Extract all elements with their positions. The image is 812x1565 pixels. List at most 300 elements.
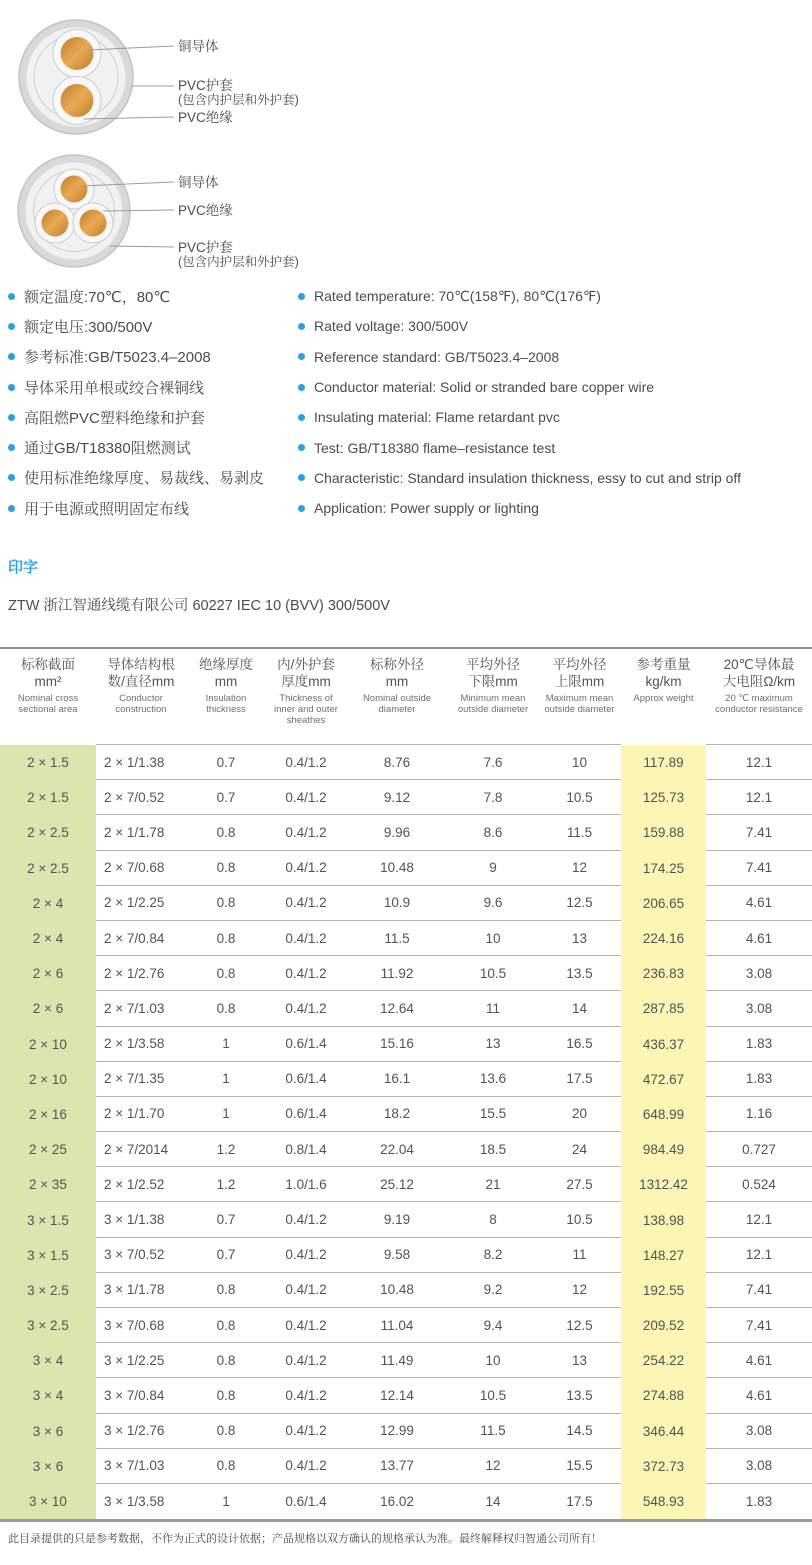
table-cell: 372.73 (621, 1449, 706, 1484)
table-row (0, 1308, 812, 1343)
table-row (0, 815, 812, 850)
table-cell: 2 × 7/2014 (96, 1132, 186, 1167)
table-cell: 10 (448, 921, 538, 956)
table-cell: 224.16 (621, 921, 706, 956)
table-cell: 1 (222, 1494, 230, 1510)
spec-text: Reference standard: GB/T5023.4–2008 (314, 348, 560, 365)
table-cell: 0.4/1.2 (266, 780, 346, 815)
spec-item (298, 311, 810, 341)
table-cell: 11.5 (346, 921, 448, 956)
table-cell: 1.83 (706, 1027, 812, 1062)
table-cell: 10 (448, 1343, 538, 1378)
table-cell: 0.4/1.2 (266, 815, 346, 850)
spec-item (8, 372, 296, 402)
table-cell: 8.76 (346, 745, 448, 780)
table-cell: 20 (538, 1097, 621, 1132)
header-line: kg/km (645, 673, 682, 689)
table-cell: 254.22 (621, 1343, 706, 1378)
table-cell: 2 × 1/3.58 (96, 1027, 186, 1062)
table-cell: 648.99 (621, 1097, 706, 1132)
bullet-icon (8, 444, 15, 451)
table-cell: 472.67 (621, 1062, 706, 1097)
spec-text: 参考标准:GB/T5023.4–2008 (24, 349, 211, 367)
table-cell: 2 × 1/1.38 (96, 745, 186, 780)
header-english: Thickness of inner and outer sheathes (274, 693, 338, 726)
table-cell: 3 × 1/2.76 (96, 1414, 186, 1449)
table-cell: 10.48 (346, 1273, 448, 1308)
spec-item (8, 342, 296, 372)
table-cell: 209.52 (621, 1308, 706, 1343)
table-cell: 0.8 (186, 991, 266, 1026)
spec-text: 额定温度:70℃，80℃ (24, 288, 171, 306)
header-english: Maximum mean outside diameter (544, 693, 615, 715)
table-row (0, 1238, 812, 1273)
table-cell: 0.4/1.2 (266, 991, 346, 1026)
table-cell: 15.5 (448, 1097, 538, 1132)
table-cell: 3 × 10 (0, 1484, 96, 1519)
table-cell: 3 × 7/0.84 (96, 1378, 186, 1413)
table-cell: 8.6 (448, 815, 538, 850)
table-cell: 3 × 4 (0, 1343, 96, 1378)
table-cell: 2 × 1/1.70 (96, 1097, 186, 1132)
table-cell: 11 (448, 991, 538, 1026)
table-cell: 2 × 7/1.35 (96, 1062, 186, 1097)
table-cell: 236.83 (621, 956, 706, 991)
spec-item (298, 463, 810, 493)
table-cell: 17.5 (538, 1062, 621, 1097)
header-cell (621, 649, 706, 745)
header-line: 大电阻Ω/km (722, 673, 796, 689)
bullet-icon (298, 353, 305, 360)
table-cell: 16.02 (380, 1494, 414, 1510)
spec-text: 导体采用单根或绞合裸铜线 (24, 379, 205, 397)
table-cell: 1.2 (186, 1167, 266, 1202)
table-cell: 0.4/1.2 (266, 1414, 346, 1449)
table-cell: 0.4/1.2 (266, 1449, 346, 1484)
header-english: 20 ℃ maximum conductor resistance (715, 693, 803, 715)
table-cell: 3.08 (706, 991, 812, 1026)
table-cell: 12.5 (538, 886, 621, 921)
table-cell: 11.5 (448, 1414, 538, 1449)
table-cell: 12.1 (706, 745, 812, 780)
table-cell: 25.12 (346, 1167, 448, 1202)
table-row (0, 1343, 812, 1378)
table-cell: 10.5 (448, 1378, 538, 1413)
table-cell: 0.6/1.4 (285, 1494, 327, 1510)
table-cell: 984.49 (621, 1132, 706, 1167)
table-cell: 0.8 (186, 1273, 266, 1308)
table-cell: 125.73 (621, 780, 706, 815)
printing-text: ZTW 浙江智通线缆有限公司 60227 IEC 10 (BVV) 300/500V (8, 598, 390, 614)
header-line: 数/直径mm (107, 673, 175, 689)
table-cell: 15.16 (346, 1027, 448, 1062)
table-header-row (0, 649, 812, 745)
table-cell: 0.8 (186, 1308, 266, 1343)
table-row (0, 886, 812, 921)
table-cell: 3.08 (706, 1449, 812, 1484)
table-row (0, 1378, 812, 1413)
table-cell: 13 (448, 1027, 538, 1062)
table-cell: 3 × 1/1.38 (96, 1202, 186, 1237)
table-cell: 0.8 (186, 1343, 266, 1378)
table-cell: 3 × 1/3.58 (104, 1494, 165, 1510)
table-cell: 12.1 (706, 780, 812, 815)
bullet-icon (8, 474, 15, 481)
header-cell (448, 649, 538, 745)
table-row (0, 1202, 812, 1237)
table-cell: 3 × 1/2.25 (96, 1343, 186, 1378)
spec-item (298, 342, 810, 372)
table-cell: 0.8 (186, 1378, 266, 1413)
header-english: Nominal outside diameter (362, 693, 432, 715)
header-english: Approx weight (633, 693, 694, 704)
spec-item (8, 432, 296, 462)
spec-item (8, 493, 296, 523)
spec-item (8, 311, 296, 341)
table-cell: 2 × 7/0.84 (96, 921, 186, 956)
table-cell: 7.41 (706, 1273, 812, 1308)
label-pvc-sheath-sub-2: (包含内护层和外护套) (178, 255, 299, 269)
table-cell: 3 × 1.5 (0, 1202, 96, 1237)
table-cell: 1 (186, 1027, 266, 1062)
table-cell: 16.1 (346, 1062, 448, 1097)
table-cell: 9.2 (448, 1273, 538, 1308)
table-cell: 3 × 4 (0, 1378, 96, 1413)
table-cell: 3 × 1.5 (0, 1238, 96, 1273)
table-cell: 4.61 (706, 921, 812, 956)
table-cell: 2 × 10 (0, 1027, 96, 1062)
label-pvc-sheath-2: PVC护套 (178, 240, 233, 255)
table-cell: 3 × 1/1.78 (96, 1273, 186, 1308)
spec-item (8, 463, 296, 493)
table-cell: 14 (538, 991, 621, 1026)
table-cell: 0.7 (186, 780, 266, 815)
table-cell: 11.92 (346, 956, 448, 991)
table-cell: 0.6/1.4 (266, 1062, 346, 1097)
table-cell: 287.85 (621, 991, 706, 1026)
table-cell: 12.1 (706, 1202, 812, 1237)
table-cell: 148.27 (621, 1238, 706, 1273)
table-cell: 12.5 (538, 1308, 621, 1343)
header-line: 上限mm (554, 673, 605, 689)
table-cell: 548.93 (621, 1484, 706, 1519)
table-cell: 7.6 (448, 745, 538, 780)
spec-list-chinese (8, 281, 296, 523)
bullet-icon (8, 323, 15, 330)
table-cell: 2 × 1/2.76 (96, 956, 186, 991)
header-line: 标称截面 (21, 657, 75, 672)
table-cell: 1 (186, 1097, 266, 1132)
table-cell: 11.49 (346, 1343, 448, 1378)
table-cell: 7.41 (706, 851, 812, 886)
table-cell: 192.55 (621, 1273, 706, 1308)
table-cell: 2 × 4 (0, 921, 96, 956)
table-row (0, 1484, 812, 1519)
table-cell: 3 × 2.5 (0, 1273, 96, 1308)
spec-text: Conductor material: Solid or stranded bare copper wire (314, 379, 655, 396)
table-cell: 9.12 (346, 780, 448, 815)
cable-diagrams (0, 0, 420, 280)
spec-item (298, 402, 810, 432)
table-cell: 0.4/1.2 (266, 1238, 346, 1273)
table-cell: 2 × 1.5 (0, 780, 96, 815)
table-cell: 2 × 7/0.68 (96, 851, 186, 886)
table-cell: 2 × 6 (0, 956, 96, 991)
table-cell: 24 (538, 1132, 621, 1167)
table-cell: 0.8 (186, 956, 266, 991)
table-cell: 2 × 4 (0, 886, 96, 921)
table-cell: 2 × 1/2.25 (96, 886, 186, 921)
table-cell: 3 × 2.5 (0, 1308, 96, 1343)
table-cell: 2 × 10 (0, 1062, 96, 1097)
table-cell: 1.83 (706, 1062, 812, 1097)
table-cell: 8.2 (448, 1238, 538, 1273)
spec-text: Application: Power supply or lighting (314, 500, 539, 517)
table-cell: 3 × 7/1.03 (96, 1449, 186, 1484)
table-cell: 15.5 (538, 1449, 621, 1484)
table-cell: 436.37 (621, 1027, 706, 1062)
table-cell: 0.4/1.2 (266, 1378, 346, 1413)
table-cell: 117.89 (621, 745, 706, 780)
table-cell: 22.04 (346, 1132, 448, 1167)
header-cell (538, 649, 621, 745)
table-cell: 9.96 (346, 815, 448, 850)
spec-item (298, 432, 810, 462)
table-row (0, 1414, 812, 1449)
table-row (0, 1449, 812, 1484)
bullet-icon (298, 414, 305, 421)
table-cell: 12.64 (346, 991, 448, 1026)
table-cell: 1312.42 (621, 1167, 706, 1202)
table-cell: 3.08 (706, 1414, 812, 1449)
table-cell: 7.41 (706, 1308, 812, 1343)
bullet-icon (8, 384, 15, 391)
spec-text: 用于电源或照明固定布线 (24, 500, 190, 518)
table-cell: 12.99 (346, 1414, 448, 1449)
table-cell: 9.58 (346, 1238, 448, 1273)
table-cell: 1.0/1.6 (266, 1167, 346, 1202)
header-english: Nominal cross sectional area (17, 693, 79, 715)
table-cell: 11.04 (346, 1308, 448, 1343)
table-cell: 2 × 25 (0, 1132, 96, 1167)
header-cell (266, 649, 346, 745)
table-cell: 13 (538, 921, 621, 956)
table-cell: 16.5 (538, 1027, 621, 1062)
table-cell: 12.14 (346, 1378, 448, 1413)
cable-2core-diagram (19, 20, 174, 134)
table-cell: 0.8 (186, 1414, 266, 1449)
spec-text: Characteristic: Standard insulation thickness, essy to cut and strip off (314, 469, 741, 486)
table-cell: 0.8 (186, 1449, 266, 1484)
table-cell: 0.6/1.4 (266, 1097, 346, 1132)
table-cell: 1.2 (186, 1132, 266, 1167)
table-cell: 10.48 (346, 851, 448, 886)
table-cell: 21 (448, 1167, 538, 1202)
bullet-icon (298, 323, 305, 330)
header-line: mm (214, 673, 238, 689)
bullet-icon (298, 474, 305, 481)
table-cell: 27.5 (538, 1167, 621, 1202)
header-line: 标称外径 (370, 657, 424, 672)
table-cell: 0.4/1.2 (266, 886, 346, 921)
header-cell (706, 649, 812, 745)
label-copper-conductor-1: 铜导体 (178, 39, 219, 54)
header-line: 平均外径 (552, 657, 607, 672)
printing-heading: 印字 (8, 559, 39, 576)
table-cell: 10.5 (538, 780, 621, 815)
table-cell: 0.8 (186, 886, 266, 921)
table-cell: 0.4/1.2 (266, 921, 346, 956)
table-cell: 4.61 (706, 886, 812, 921)
table-cell: 10.5 (538, 1202, 621, 1237)
table-cell: 3 × 6 (0, 1414, 96, 1449)
table-row (0, 780, 812, 815)
table-cell: 14.5 (538, 1414, 621, 1449)
spec-text: 通过GB/T18380阻燃测试 (24, 440, 191, 458)
header-line: 下限mm (468, 673, 518, 689)
table-cell: 0.8/1.4 (266, 1132, 346, 1167)
table-cell: 10.5 (448, 956, 538, 991)
header-line: 绝缘厚度 (199, 657, 253, 672)
table-cell: 9 (448, 851, 538, 886)
table-row (0, 1027, 812, 1062)
table-cell: 1.83 (745, 1494, 773, 1510)
table-row (0, 1273, 812, 1308)
header-line: 参考重量 (636, 657, 691, 672)
table-cell: 206.65 (621, 886, 706, 921)
header-english: Insulation thickness (205, 693, 247, 715)
table-row (0, 956, 812, 991)
table-cell: 2 × 7/0.52 (96, 780, 186, 815)
table-cell: 10 (538, 745, 621, 780)
table-row (0, 1062, 812, 1097)
spec-text: 高阻燃PVC塑料绝缘和护套 (24, 409, 205, 427)
table-row (0, 921, 812, 956)
label-pvc-sheath-sub-1: (包含内护层和外护套) (178, 93, 299, 107)
header-english: Conductor construction (115, 693, 167, 715)
table-cell: 138.98 (621, 1202, 706, 1237)
table-cell: 346.44 (621, 1414, 706, 1449)
table-cell: 10.9 (346, 886, 448, 921)
spec-text: Rated voltage: 300/500V (314, 318, 469, 335)
header-line: 内/外护套 (277, 657, 335, 672)
table-cell: 0.727 (706, 1132, 812, 1167)
header-line: 20℃导体最 (723, 657, 795, 672)
bullet-icon (298, 293, 305, 300)
table-cell: 274.88 (621, 1378, 706, 1413)
spec-item (298, 372, 810, 402)
table-cell: 9.4 (448, 1308, 538, 1343)
bullet-icon (8, 505, 15, 512)
header-cell (186, 649, 266, 745)
table-cell: 2 × 2.5 (0, 815, 96, 850)
table-cell: 7.8 (448, 780, 538, 815)
bullet-icon (298, 384, 305, 391)
table-cell: 18.2 (346, 1097, 448, 1132)
label-copper-conductor-2: 铜导体 (178, 175, 219, 190)
specification-table (0, 647, 812, 1522)
table-cell: 2 × 7/1.03 (96, 991, 186, 1026)
table-cell: 1.16 (706, 1097, 812, 1132)
table-cell: 11.5 (538, 815, 621, 850)
table-cell: 8 (448, 1202, 538, 1237)
table-cell: 13 (538, 1343, 621, 1378)
spec-text: Insulating material: Flame retardant pvc (314, 409, 560, 426)
table-cell: 9.19 (346, 1202, 448, 1237)
table-cell: 0.4/1.2 (266, 1343, 346, 1378)
table-cell: 2 × 16 (0, 1097, 96, 1132)
table-cell: 0.4/1.2 (266, 956, 346, 991)
spec-text: Rated temperature: 70℃(158℉), 80℃(176℉) (314, 287, 601, 304)
spec-text: Test: GB/T18380 flame–resistance test (314, 439, 556, 456)
table-cell: 17.5 (566, 1494, 593, 1510)
table-cell: 0.4/1.2 (266, 745, 346, 780)
table-cell: 3 × 7/0.52 (96, 1238, 186, 1273)
table-cell: 7.41 (706, 815, 812, 850)
table-cell: 174.25 (621, 851, 706, 886)
table-cell: 0.6/1.4 (266, 1027, 346, 1062)
footer-disclaimer: 此目录提供的只是参考数据，不作为正式的设计依据；产品规格以双方确认的规格承认为准。最终解释权归智通公司所有！ (8, 1533, 602, 1545)
spec-item (298, 493, 810, 523)
spec-item (8, 402, 296, 432)
table-cell: 3.08 (706, 956, 812, 991)
table-cell: 12 (538, 851, 621, 886)
table-cell: 13.5 (538, 1378, 621, 1413)
table-cell: 0.8 (186, 851, 266, 886)
table-cell: 2 × 6 (0, 991, 96, 1026)
table-cell: 9.6 (448, 886, 538, 921)
label-pvc-insulation-1: PVC绝缘 (178, 110, 233, 125)
table-cell: 159.88 (621, 815, 706, 850)
header-cell (346, 649, 448, 745)
bullet-icon (8, 414, 15, 421)
spec-list-english (298, 281, 810, 523)
bullet-icon (8, 293, 15, 300)
header-line: 导体结构根 (107, 657, 175, 672)
table-cell: 18.5 (448, 1132, 538, 1167)
table-cell: 12.1 (706, 1238, 812, 1273)
header-line: mm² (34, 673, 62, 689)
bullet-icon (8, 353, 15, 360)
table-cell: 0.7 (186, 1202, 266, 1237)
table-cell: 2 × 2.5 (0, 851, 96, 886)
table-cell: 13.77 (346, 1449, 448, 1484)
table-cell: 2 × 35 (0, 1167, 96, 1202)
table-cell: 0.4/1.2 (266, 851, 346, 886)
table-cell: 0.7 (186, 1238, 266, 1273)
table-cell: 0.524 (706, 1167, 812, 1202)
table-cell: 0.4/1.2 (266, 1308, 346, 1343)
table-row (0, 991, 812, 1026)
table-cell: 12 (538, 1273, 621, 1308)
table-row (0, 851, 812, 886)
table-cell: 13.5 (538, 956, 621, 991)
table-row (0, 1132, 812, 1167)
header-english: Minimum mean outside diameter (457, 693, 529, 715)
table-cell: 12 (448, 1449, 538, 1484)
table-row (0, 1097, 812, 1132)
bullet-icon (298, 444, 305, 451)
spec-item (8, 281, 296, 311)
header-line: 厚度mm (281, 673, 331, 689)
table-cell: 3 × 7/0.68 (96, 1308, 186, 1343)
table-row (0, 745, 812, 780)
table-cell: 3 × 6 (0, 1449, 96, 1484)
table-cell: 13.6 (448, 1062, 538, 1097)
table-cell: 1 (186, 1062, 266, 1097)
table-cell: 2 × 1/1.78 (96, 815, 186, 850)
cable-3core-diagram (18, 155, 174, 267)
